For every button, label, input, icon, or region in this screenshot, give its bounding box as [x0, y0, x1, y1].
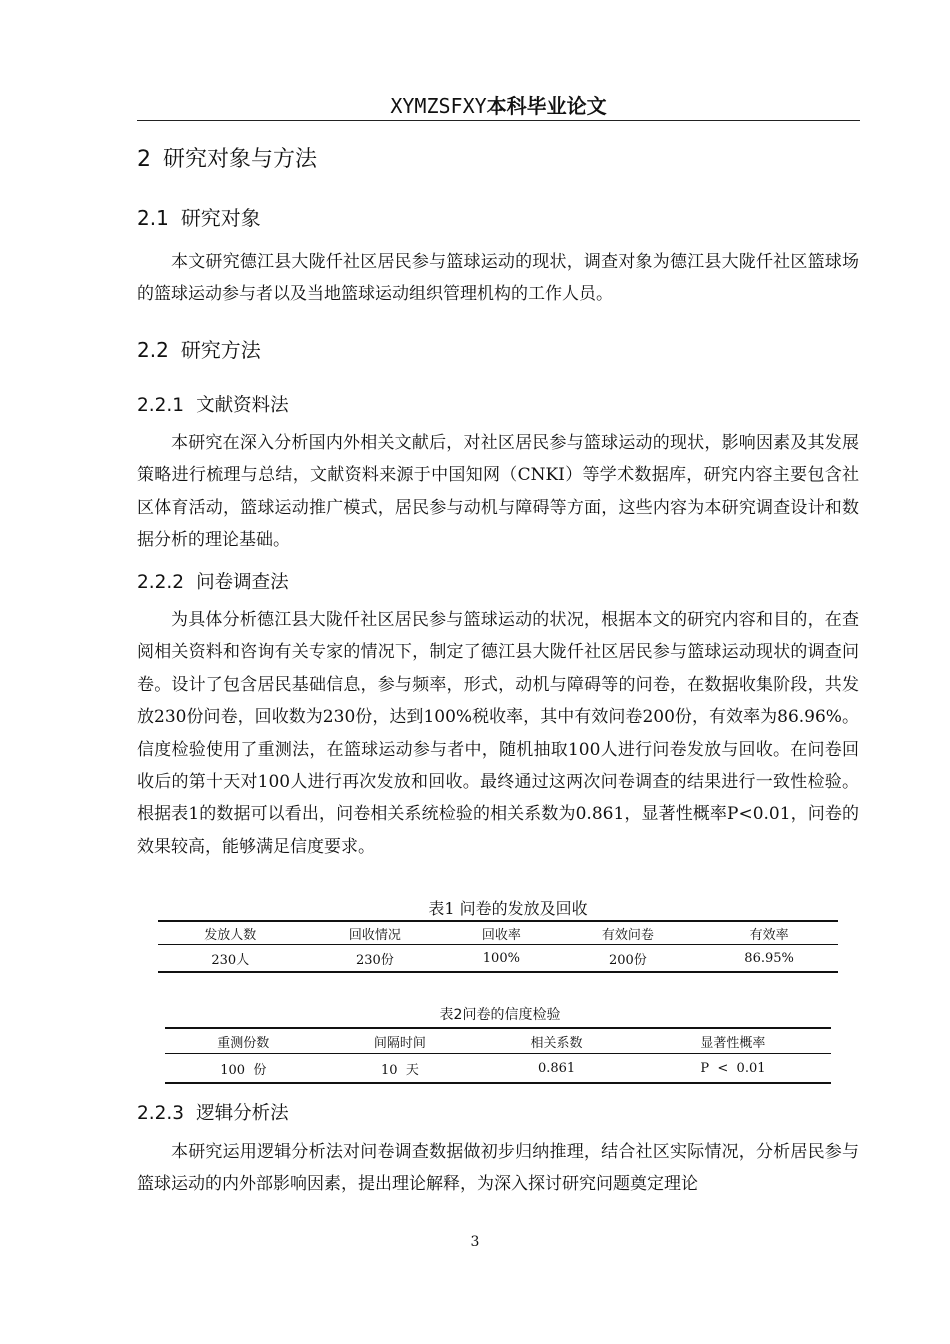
table-header-cell: 有效率: [700, 921, 838, 945]
table-header-cell: 间隔时间: [322, 1028, 479, 1054]
page-header: [137, 92, 860, 121]
table-header-cell: 回收情况: [303, 921, 448, 945]
section-title: 问卷调查法: [196, 572, 289, 593]
table1-distribution-recovery: [158, 920, 838, 973]
section-number: 2.2.3: [137, 1103, 185, 1124]
table-header-row: [158, 921, 838, 945]
header-title: 本科毕业论文: [486, 94, 607, 118]
section-number: 2: [137, 147, 151, 172]
section-number: 2.1: [137, 206, 169, 230]
paragraph-research-object: 本文研究德江县大陇仟社区居民参与篮球运动的现状，调查对象为德江县大陇仟社区篮球场的篮球运动参与者以及当地篮球运动组织管理机构的工作人员。: [137, 252, 859, 305]
table-header-cell: 发放人数: [158, 921, 303, 945]
section-heading-2-1: [137, 202, 261, 231]
section-title: 逻辑分析法: [196, 1103, 289, 1124]
table-header-row: [165, 1028, 831, 1054]
paragraph-logical-analysis: 本研究运用逻辑分析法对问卷调查数据做初步归纳推理，结合社区实际情况，分析居民参与篮球运动的内外部影响因素，提出理论解释，为深入探讨研究问题奠定理论: [137, 1142, 859, 1195]
page-number: 3: [470, 1234, 480, 1250]
section-title: 文献资料法: [196, 395, 289, 416]
table-cell: P < 0.01: [700, 1060, 766, 1076]
section-heading-2-2-2: [137, 568, 289, 594]
section-number: 2.2: [137, 338, 169, 362]
section-heading-2-2-3: [137, 1099, 289, 1125]
section-heading-2-2-1: [137, 391, 289, 417]
table-cell: 230人: [211, 952, 250, 968]
section-number: 2.2.2: [137, 572, 185, 593]
table-cell: 0.861: [537, 1060, 576, 1076]
paragraph-literature-method: 本研究在深入分析国内外相关文献后，对社区居民参与篮球运动的现状，影响因素及其发展策略进行梳理与总结，文献资料来源于中国知网（CNKI）等学术数据库，研究内容主要包含社区体育活动，篮球运动推广模式，居民参与动机与障碍等方面，这些内容为本研究调查设计和数据分析的理论基础。: [137, 433, 859, 551]
table2-caption: 表2问卷的信度检验: [439, 1007, 561, 1023]
table-header-cell: 相关系数: [478, 1028, 635, 1054]
table-cell: 86.95%: [744, 950, 794, 966]
table-cell: 230份: [355, 952, 394, 968]
section-number: 2.2.1: [137, 395, 185, 416]
table-row: [165, 1054, 831, 1084]
header-school-code: XYMZSFXY: [390, 94, 487, 118]
table-header-cell: 有效问卷: [556, 921, 701, 945]
table-cell: 100 份: [220, 1062, 267, 1078]
table-header-cell: 回收率: [447, 921, 555, 945]
table1-caption: 表1 问卷的发放及回收: [428, 899, 588, 918]
paragraph-questionnaire-method: 为具体分析德江县大陇仟社区居民参与篮球运动的状况，根据本文的研究内容和目的，在查阅相关资料和咨询有关专家的情况下，制定了德江县大陇仟社区居民参与篮球运动现状的调查问卷。设计了包含居民基础信息，参与频率，形式，动机与障碍等的问卷，在数据收集阶段，共发放230份问卷，回收数为230份，达到100%税收率，其中有效问卷200份，有效率为86.96%。信度检验使用了重测法，在篮球运动参与者中，随机抽取100人进行问卷发放与回收。在问卷回收后的第十天对100人进行再次发放和回收。最终通过这两次问卷调查的结果进行一致性检验。根据表1的数据可以看出，问卷相关系统检验的相关系数为0.861，显著性概率P<0.01，问卷的效果较高，能够满足信度要求。: [137, 610, 859, 857]
table-cell: 10 天: [381, 1062, 419, 1078]
table-row: [158, 945, 838, 973]
section-title: 研究对象与方法: [163, 147, 318, 172]
table-cell: 200份: [608, 952, 647, 968]
table2-reliability-test: [165, 1027, 831, 1084]
table-cell: 100%: [482, 950, 520, 966]
section-title: 研究对象: [180, 206, 261, 230]
table-header-cell: 显著性概率: [635, 1028, 831, 1054]
table-header-cell: 重测份数: [165, 1028, 322, 1054]
section-heading-2-2: [137, 334, 261, 363]
section-title: 研究方法: [180, 338, 261, 362]
section-heading-2: [137, 142, 317, 173]
